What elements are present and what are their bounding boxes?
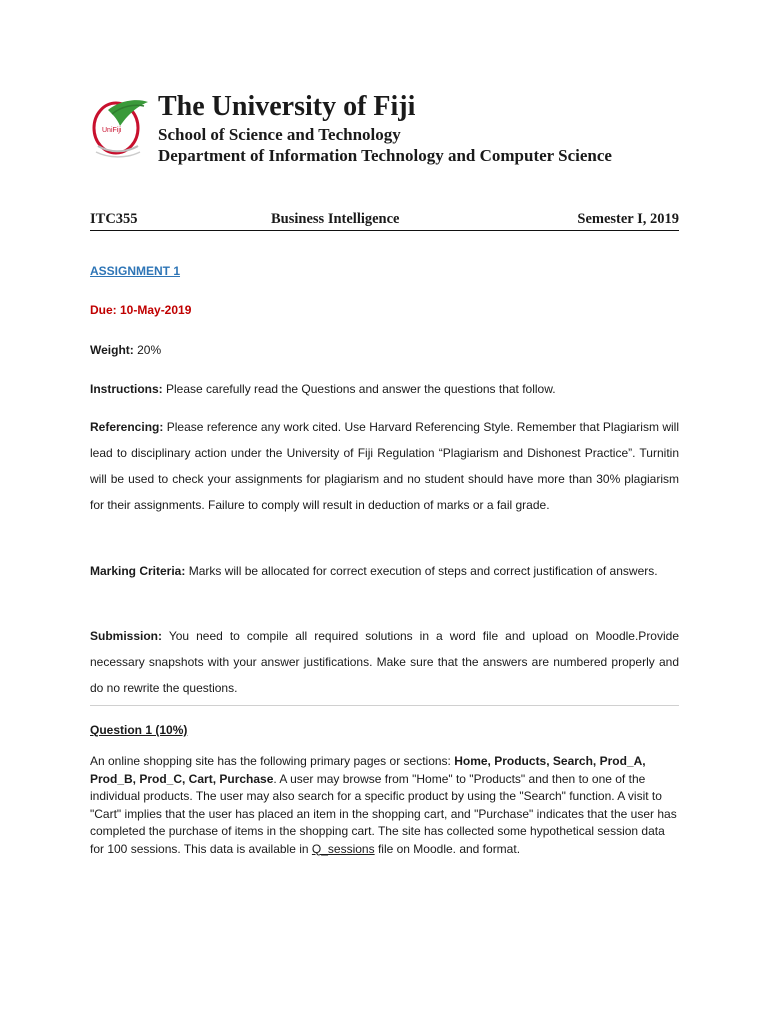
question-1-heading: Question 1 (10%) bbox=[90, 723, 188, 737]
referencing-paragraph bbox=[90, 414, 679, 518]
semester: Semester I, 2019 bbox=[577, 211, 679, 227]
university-name: The University of Fiji bbox=[158, 91, 416, 122]
q1-text-part-c: file on Moodle. and format. bbox=[374, 841, 521, 856]
q1-pages-list: Home, Products, Search, Prod_A, Prod_B, Prod_C, Cart, Purchase bbox=[90, 754, 646, 786]
q1-text-part-a: An online shopping site has the following primary pages or sections: bbox=[90, 754, 455, 768]
weight-paragraph bbox=[90, 337, 679, 363]
submission-paragraph bbox=[90, 623, 679, 701]
submission-label: Submission: bbox=[90, 629, 163, 643]
course-code: ITC355 bbox=[90, 211, 138, 227]
university-logo bbox=[90, 96, 152, 162]
instructions-label: Instructions: bbox=[90, 382, 163, 396]
weight-value: 20% bbox=[133, 343, 162, 357]
referencing-text: Please reference any work cited. Use Harvard Referencing Style. Remember that Plagiarism will lead to disciplinary action under the University of Fiji Regulation “Plagiarism and Dishonest Practice”. Turnitin will be used to check your assignments for plagiarism and no student should have more than 30% plagiarism for their assignments. Failure to comply will result in deduction of marks or a fail grade. bbox=[90, 420, 679, 512]
instructions-paragraph bbox=[90, 376, 679, 402]
section-divider bbox=[90, 705, 679, 706]
weight-label: Weight: bbox=[90, 343, 134, 357]
referencing-label: Referencing: bbox=[90, 420, 164, 434]
assignment-title: ASSIGNMENT 1 bbox=[90, 264, 181, 278]
school-name: School of Science and Technology bbox=[158, 125, 401, 144]
question-1-text bbox=[90, 753, 679, 858]
marking-label: Marking Criteria: bbox=[90, 564, 186, 578]
svg-text:UniFiji: UniFiji bbox=[102, 127, 122, 134]
q1-text-part-b: . A user may browse from "Home" to "Products" and then to one of the individual products. The user may also search for a specific product by using the "Search" function. A visit to "Cart" implies that the user has placed an item in the shopping cart, and "Purchase" indicates that the user has completed the purchase of items in the shopping cart. The site has collected some hypothetical session data for 100 sessions. This data is available in bbox=[90, 771, 677, 856]
course-info-bar bbox=[90, 208, 679, 231]
department-name: Department of Information Technology and Computer Science bbox=[158, 146, 612, 165]
submission-text: You need to compile all required solutions in a word file and upload on Moodle.Provide necessary snapshots with your answer justifications. Make sure that the answers are numbered properly and do no rewrite the questions. bbox=[90, 629, 679, 695]
due-date: Due: 10-May-2019 bbox=[90, 303, 192, 317]
marking-text: Marks will be allocated for correct execution of steps and correct justification of answers. bbox=[185, 564, 658, 578]
q-sessions-file-link[interactable]: Q_sessions bbox=[311, 841, 375, 856]
course-name: Business Intelligence bbox=[271, 211, 400, 227]
marking-paragraph bbox=[90, 558, 679, 584]
instructions-text: Please carefully read the Questions and answer the questions that follow. bbox=[162, 382, 556, 396]
